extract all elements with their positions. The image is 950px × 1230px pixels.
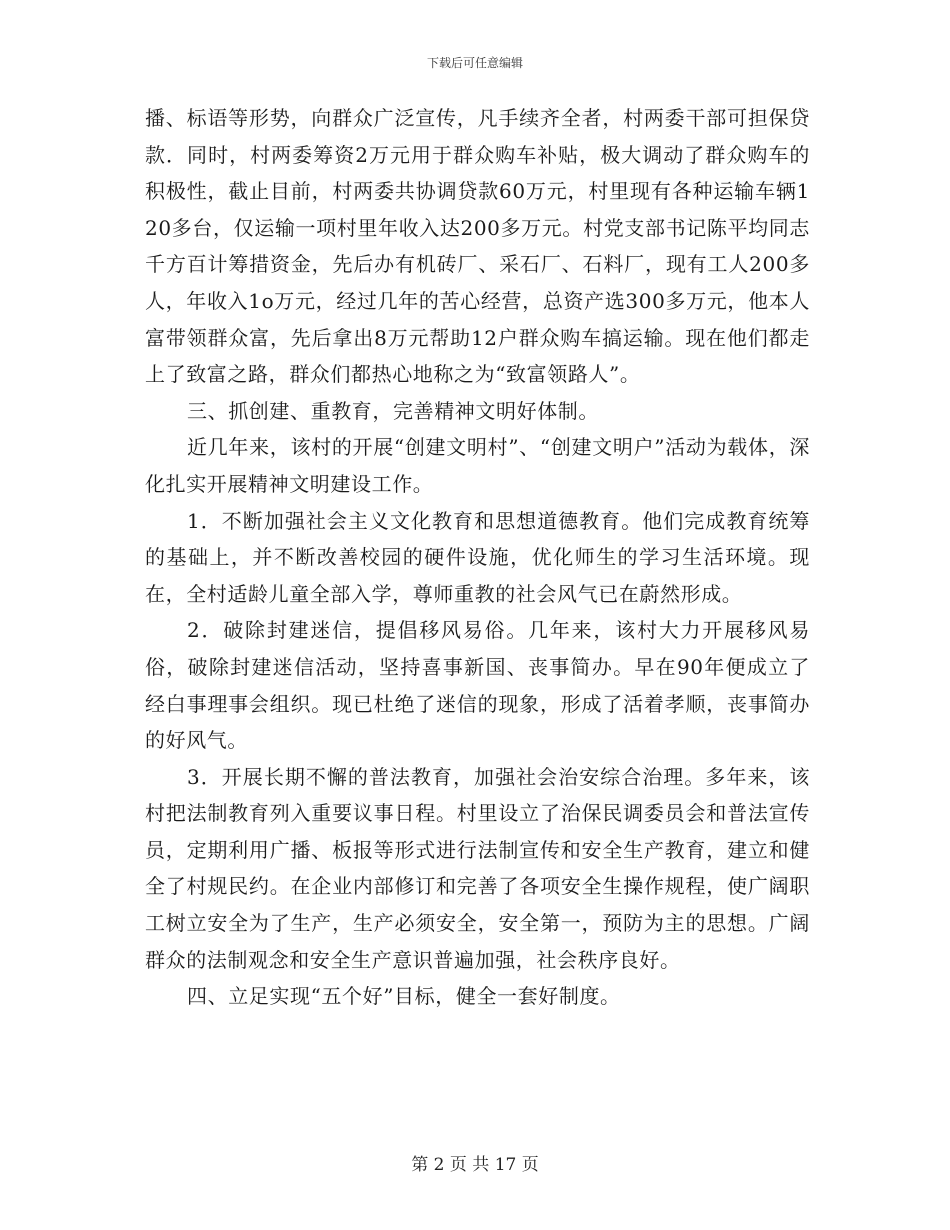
paragraph-item-3: 3．开展长期不懈的普法教育，加强社会治安综合治理。多年来，该村把法制教育列入重要议事日程。村里设立了治保民调委员会和普法宣传员，定期利用广播、板报等形式进行法制宣传和安全生产教育，建立和健全了村规民约。在企业内部修订和完善了各项安全生操作规程，使广阔职工树立安全为了生产，生产必须安全，安全第一，预防为主的思想。广阔群众的法制观念和安全生产意识普遍加强，社会秩序良好。 (145, 764, 810, 972)
paragraph-item-1: 1．不断加强社会主义文化教育和思想道德教育。他们完成教育统筹的基础上，并不断改善校园的硬件设施，优化师生的学习生活环境。现在，全村适龄儿童全部入学，尊师重教的社会风气已在蔚然形成。 (145, 508, 810, 606)
page-number: 第 2 页 共 17 页 (411, 1155, 539, 1175)
section-heading-3: 三、抓创建、重教育，完善精神文明好体制。 (187, 398, 599, 423)
section-heading-4: 四、立足实现“五个好”目标，健全一套好制度。 (187, 984, 621, 1009)
paragraph-continuation: 播、标语等形势，向群众广泛宣传，凡手续齐全者，村两委干部可担保贷款．同时，村两委筹资2万元用于群众购车补贴，极大调动了群众购车的积极性，截止目前，村两委共协调贷款60万元，村里现有各种运输车辆120多台，仅运输一项村里年收入达200多万元。村党支部书记陈平均同志千方百计筹措资金，先后办有机砖厂、采石厂、石料厂，现有工人200多人，年收入1o万元，经过几年的苦心经营，总资产选300多万元，他本人富带领群众富，先后拿出8万元帮助12户群众购车搞运输。现在他们都走上了致富之路，群众们都热心地称之为“致富领路人”。 (145, 106, 810, 387)
document-body (145, 100, 810, 1015)
paragraph-intro: 近几年来，该村的开展“创建文明村”、“创建文明户”活动为载体，深化扎实开展精神文明建设工作。 (145, 435, 810, 496)
paragraph-item-2: 2．破除封建迷信，提倡移风易俗。几年来，该村大力开展移风易俗，破除封建迷信活动，坚持喜事新国、丧事简办。早在90年便成立了经白事理事会组织。现已杜绝了迷信的现象，形成了活着孝顺，丧事简办的好风气。 (145, 618, 810, 753)
header-note: 下载后可任意编辑 (426, 56, 523, 70)
